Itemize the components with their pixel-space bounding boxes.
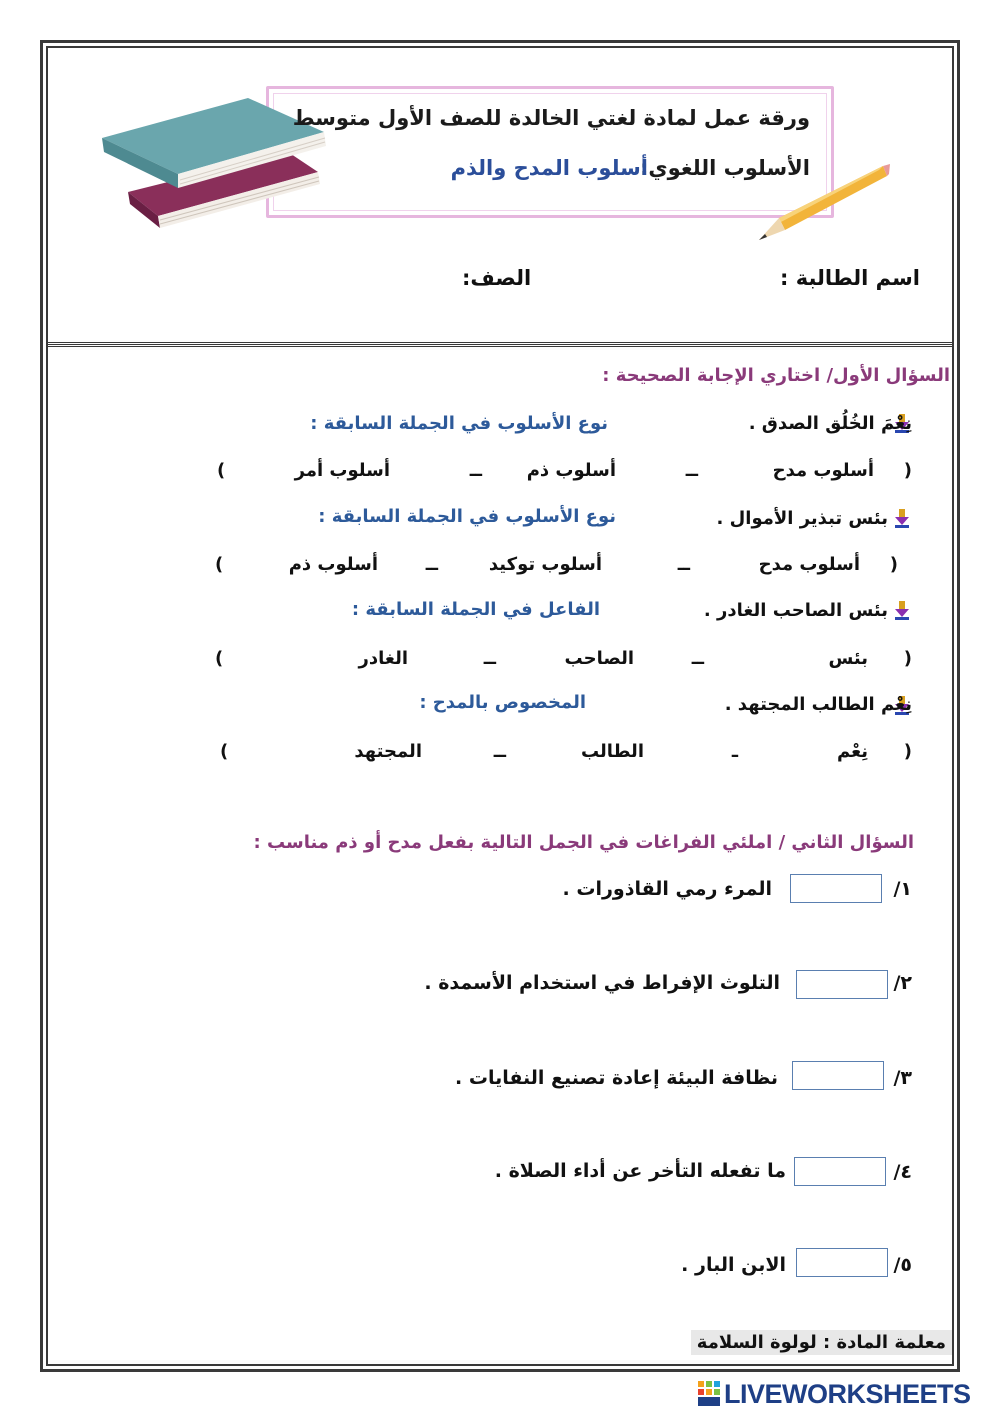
q1-item4-sep: ــ (493, 741, 506, 762)
q2-item4-text: ما تفعله التأخر عن أداء الصلاة . (494, 1160, 786, 1182)
q1-item4-option[interactable]: نِعْم (836, 741, 868, 762)
q1-item4-close: ) (220, 741, 229, 762)
q1-item2-close: ) (215, 554, 224, 575)
bullet-arrow-icon (891, 507, 913, 529)
q1-item3-close: ) (215, 648, 224, 669)
q1-item1-option[interactable]: أسلوب أمر (294, 460, 390, 481)
q1-item1-option[interactable]: أسلوب ذم (526, 460, 616, 481)
q2-item1-answer-input[interactable] (790, 874, 882, 903)
liveworksheets-logo-icon (698, 1381, 720, 1407)
q1-item1-option[interactable]: أسلوب مدح (772, 460, 874, 481)
q1-item3-option[interactable]: بئس (828, 648, 868, 669)
q2-item1-number: ١/ (893, 878, 912, 900)
q1-item2-open: ( (889, 554, 898, 575)
q1-item4-option[interactable]: الطالب (580, 741, 644, 762)
q2-item5-text: الابن البار . (681, 1254, 786, 1276)
q2-item3-text: نظافة البيئة إعادة تصنيع النفايات . (455, 1067, 778, 1089)
worksheet-title: ورقة عمل لمادة لغتي الخالدة للصف الأول متوسط (292, 106, 810, 130)
q1-item2-prompt: نوع الأسلوب في الجملة السابقة : (318, 506, 616, 527)
q2-item5-number: ٥/ (893, 1254, 912, 1276)
q2-item3-number: ٣/ (893, 1067, 912, 1089)
style-name: أسلوب المدح والذم (450, 156, 648, 180)
q1-item4-open: ( (903, 741, 912, 762)
q1-item3-sentence: بئس الصاحب الغادر . (703, 600, 888, 621)
q2-item3-answer-input[interactable] (792, 1061, 884, 1090)
question2-title: السؤال الثاني / املئي الفراغات في الجمل التالية بفعل مدح أو ذم مناسب : (253, 832, 914, 853)
q1-item3-option[interactable]: الصاحب (564, 648, 634, 669)
bullet-arrow-icon (891, 599, 913, 621)
q1-item2-option[interactable]: أسلوب مدح (758, 554, 860, 575)
q1-item3-option[interactable]: الغادر (358, 648, 408, 669)
style-label: الأسلوب اللغوي: (640, 156, 810, 180)
q1-item1-close: ) (217, 460, 226, 481)
q1-item3-sep: ــ (483, 648, 496, 669)
q2-item4-number: ٤/ (893, 1161, 912, 1183)
q2-item2-number: ٢/ (893, 972, 912, 994)
q1-item4-sentence: نِعْم الطالب المجتهد . (724, 694, 912, 715)
q1-item1-open: ( (903, 460, 912, 481)
q1-item3-prompt: الفاعل في الجملة السابقة : (351, 599, 600, 620)
q1-item2-option[interactable]: أسلوب ذم (288, 554, 378, 575)
q1-item2-option[interactable]: أسلوب توكيد (488, 554, 602, 575)
q1-item2-sep: ــ (677, 554, 690, 575)
q1-item4-sep: ـ (731, 741, 738, 762)
q1-item1-sep: ــ (469, 460, 482, 481)
question1-title: السؤال الأول/ اختاري الإجابة الصحيحة : (602, 365, 950, 386)
q1-item4-prompt: المخصوص بالمدح : (419, 692, 586, 713)
q2-item1-text: المرء رمي القاذورات . (562, 878, 772, 900)
liveworksheets-logo[interactable] (698, 1378, 971, 1410)
q1-item3-open: ( (903, 648, 912, 669)
class-label: الصف: (462, 266, 532, 290)
q1-item1-prompt: نوع الأسلوب في الجملة السابقة : (310, 413, 608, 434)
q1-item4-option[interactable]: المجتهد (354, 741, 422, 762)
q1-item1-sep: ــ (685, 460, 698, 481)
q2-item4-answer-input[interactable] (794, 1157, 886, 1186)
liveworksheets-logo-text: LIVEWORKSHEETS (724, 1378, 971, 1409)
q2-item5-answer-input[interactable] (796, 1248, 888, 1277)
q2-item2-text: التلوث الإفراط في استخدام الأسمدة . (424, 972, 780, 994)
q2-item2-answer-input[interactable] (796, 970, 888, 999)
q1-item2-sentence: بئس تبذير الأموال . (716, 508, 888, 529)
student-name-label: اسم الطالبة : (780, 266, 920, 290)
q1-item3-sep: ــ (691, 648, 704, 669)
q1-item1-sentence: نِعْمَ الخُلُق الصدق . (748, 413, 912, 434)
q1-item2-sep: ــ (425, 554, 438, 575)
header-separator (46, 342, 954, 347)
teacher-name: معلمة المادة : لولوة السلامة (691, 1330, 952, 1355)
